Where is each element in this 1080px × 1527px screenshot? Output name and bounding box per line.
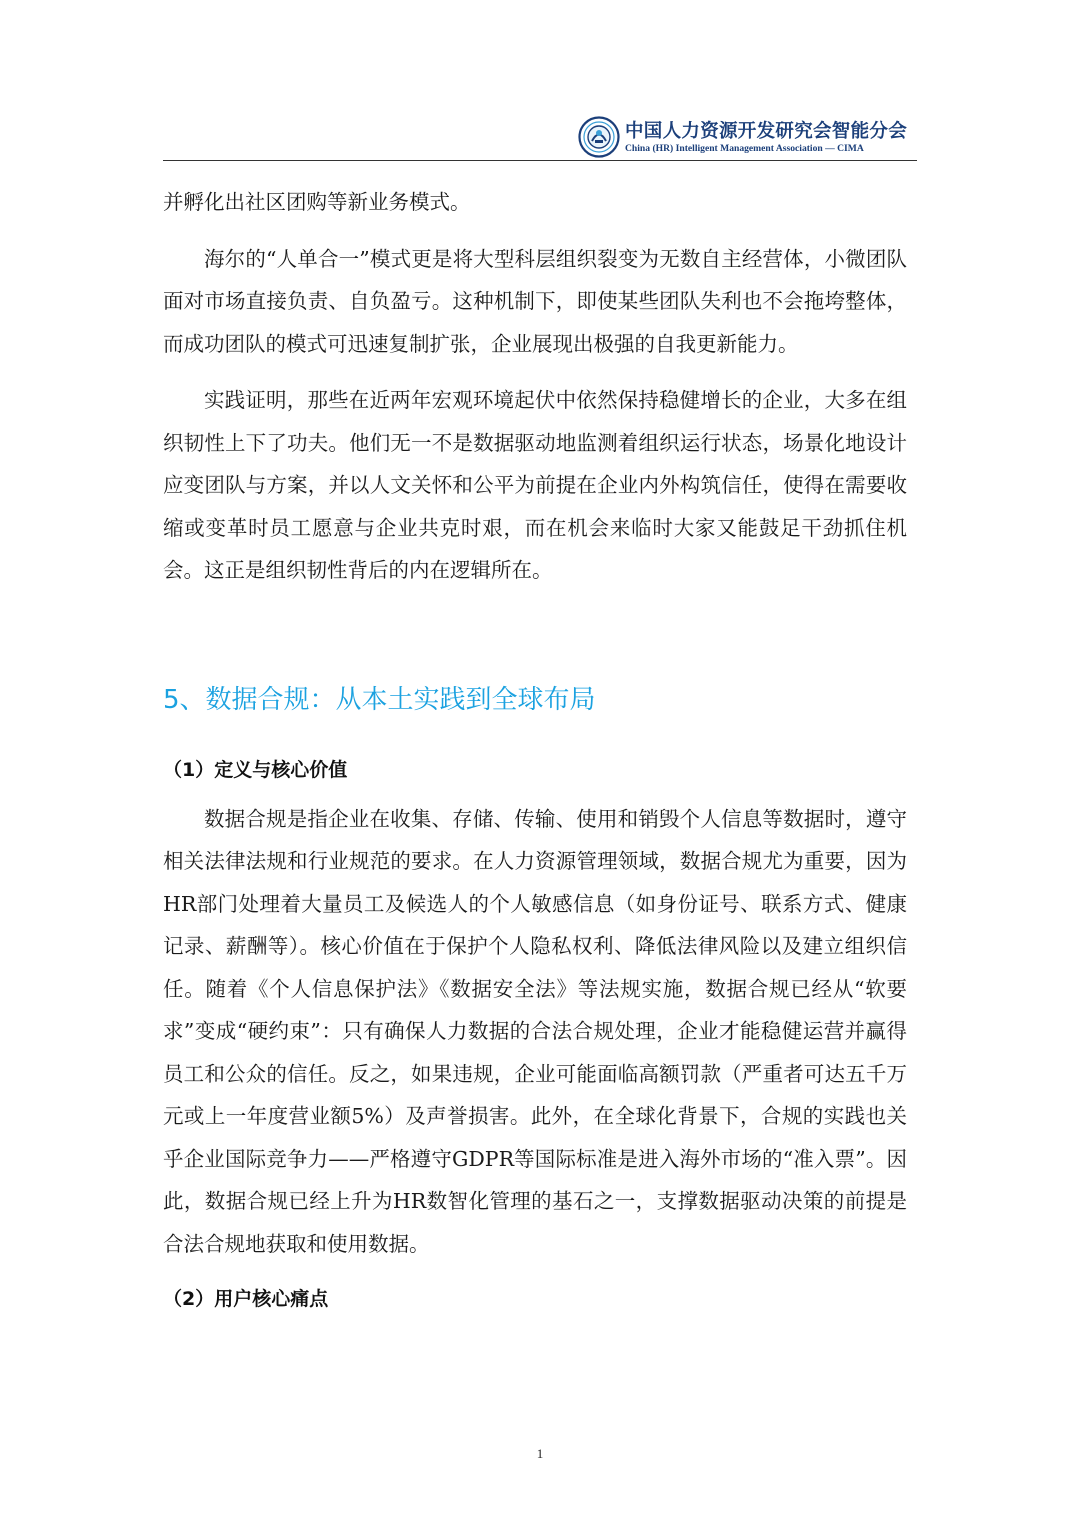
page-header [163, 112, 917, 160]
subheading-pain-points: （2）用户核心痛点 [163, 1288, 329, 1310]
association-seal-icon [578, 116, 620, 158]
paragraph: 并孵化出社区团购等新业务模式。 [163, 190, 471, 214]
document-body [163, 181, 907, 1327]
paragraph: 数据合规是指企业在收集、存储、传输、使用和销毁个人信息等数据时，遵守相关法律法规和行业规范的要求。在人力资源管理领域，数据合规尤为重要，因为HR部门处理着大量员工及候选人的个人敏感信息（如身份证号、联系方式、健康记录、薪酬等）。核心价值在于保护个人隐私权利、降低法律风险以及建立组织信任。随着《个人信息保护法》《数据安全法》等法规实施，数据合规已经从“软要求”变成“硬约束”：只有确保人力数据的合法合规处理，企业才能稳健运营并赢得员工和公众的信任。反之，如果违规，企业可能面临高额罚款（严重者可达五千万元或上一年度营业额5%）及声誉损害。此外，在全球化背景下，合规的实践也关乎企业国际竞争力——严格遵守GDPR等国际标准是进入海外市场的“准入票”。因此，数据合规已经上升为HR数智化管理的基石之一，支撑数据驱动决策的前提是合法合规地获取和使用数据。 [163, 806, 907, 1256]
paragraph: 实践证明，那些在近两年宏观环境起伏中依然保持稳健增长的企业，大多在组织韧性上下了功夫。他们无一不是数据驱动地监测着组织运行状态，场景化地设计应变团队与方案，并以人文关怀和公平为前提在企业内外构筑信任，使得在需要收缩或变革时员工愿意与企业共克时艰，而在机会来临时大家又能鼓足干劲抓住机会。这正是组织韧性背后的内在逻辑所在。 [163, 388, 907, 582]
header-divider [163, 160, 917, 161]
paragraph: 海尔的“人单合一”模式更是将大型科层组织裂变为无数自主经营体，小微团队面对市场直接负责、自负盈亏。这种机制下，即使某些团队失利也不会拖垮整体，而成功团队的模式可迅速复制扩张，企业展现出极强的自我更新能力。 [163, 246, 907, 356]
org-name-chinese: 中国人力资源开发研究会智能分会 [625, 121, 908, 142]
subheading-definition: （1）定义与核心价值 [163, 758, 348, 781]
section-heading: 5、数据合规：从本土实践到全球布局 [163, 684, 596, 715]
org-name-english: China (HR) Intelligent Management Association — CIMA [625, 143, 864, 154]
page-number: 1 [536, 1446, 544, 1461]
